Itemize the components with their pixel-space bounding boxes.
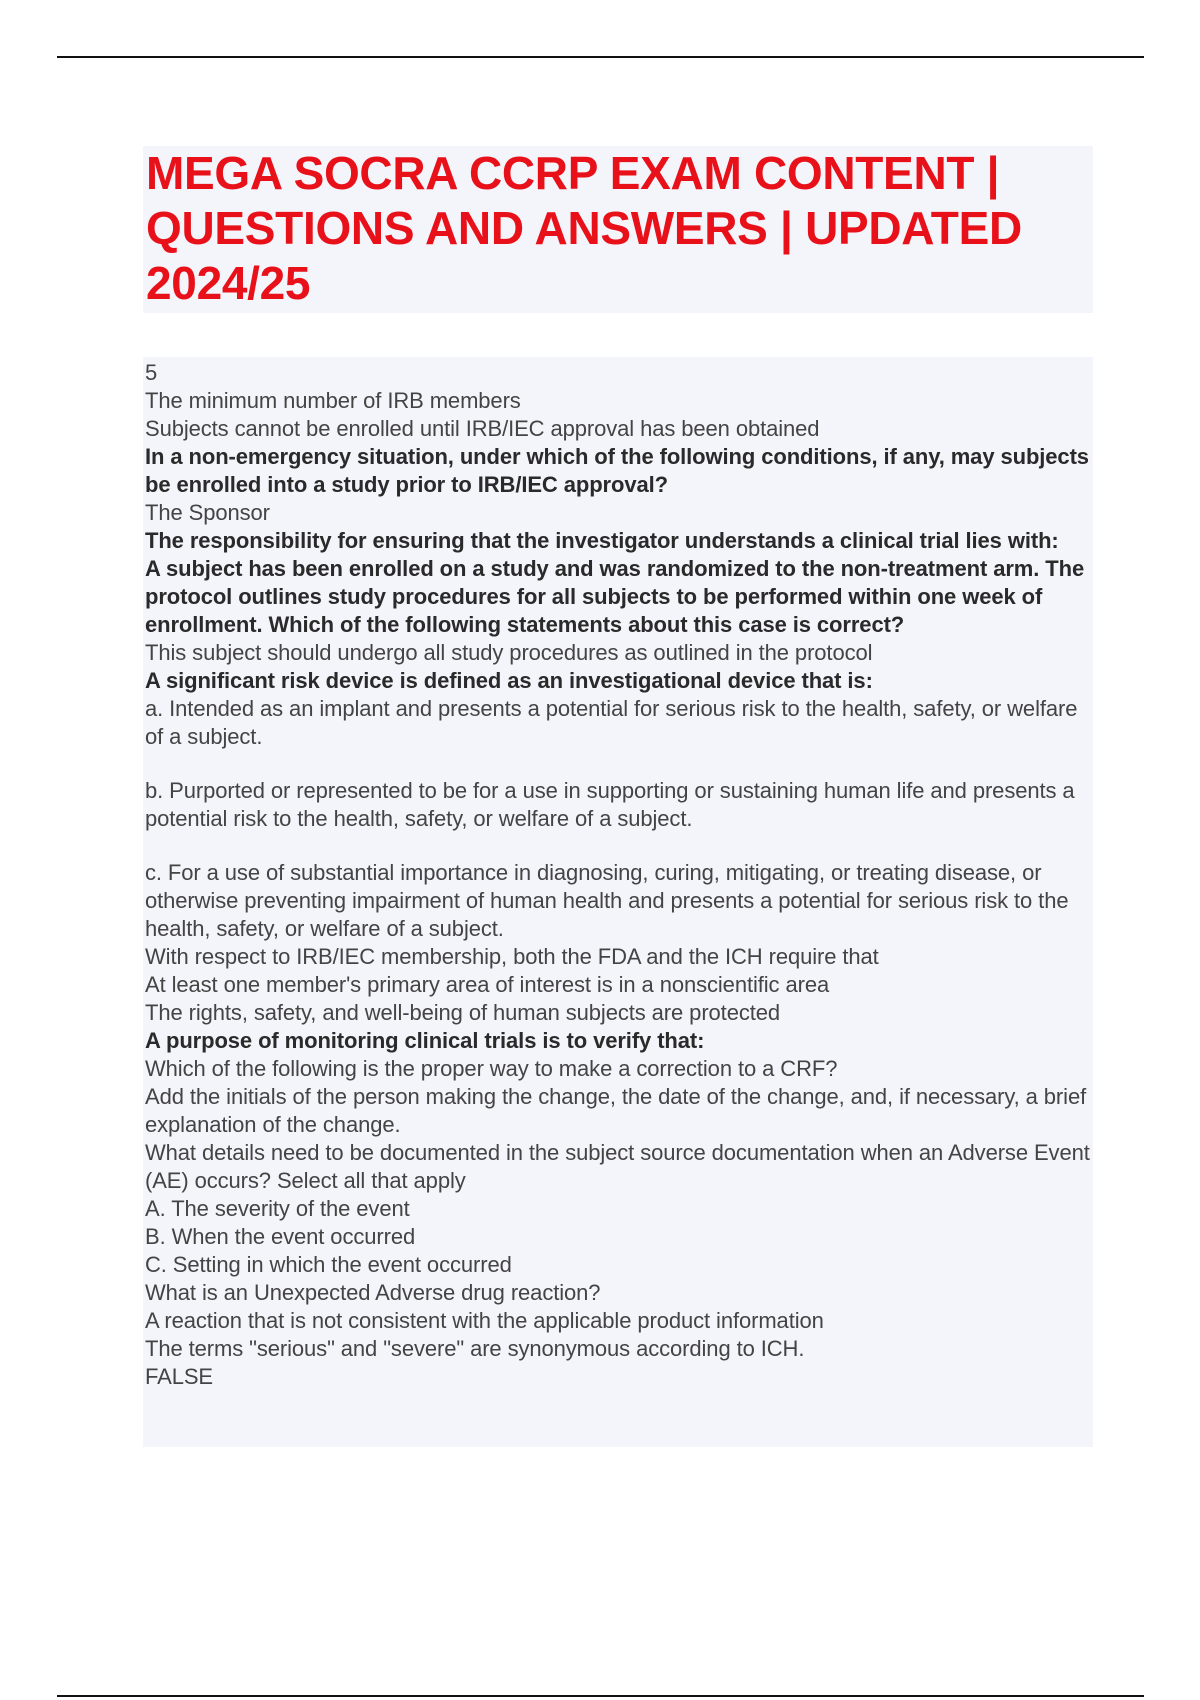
question-line: The terms "serious" and "severe" are synonymous according to ICH. — [145, 1336, 805, 1361]
question-line: Which of the following is the proper way to make a correction to a CRF? — [145, 1056, 838, 1081]
question-line: What details need to be documented in the subject source documentation when an Adverse Event (AE) occurs? Select all that apply — [145, 1140, 1090, 1193]
question-line: A significant risk device is defined as an investigational device that is: — [145, 668, 873, 693]
question-line: The minimum number of IRB members — [145, 388, 521, 413]
question-line: What is an Unexpected Adverse drug reaction? — [145, 1280, 601, 1305]
answer-line: A reaction that is not consistent with the applicable product information — [145, 1308, 824, 1333]
answer-line: The Sponsor — [145, 500, 270, 525]
qa-panel — [143, 357, 1093, 1447]
answer-option-b: b. Purported or represented to be for a use in supporting or sustaining human life and presents a potential risk to the health, safety, or welfare of a subject. — [145, 778, 1075, 831]
answer-option-a: a. Intended as an implant and presents a potential for serious risk to the health, safety, or welfare of a subject. — [145, 696, 1078, 749]
answer-line: This subject should undergo all study procedures as outlined in the protocol — [145, 640, 873, 665]
bottom-rule — [57, 1695, 1144, 1697]
answer-line: Add the initials of the person making the change, the date of the change, and, if necessary, a brief explanation of the change. — [145, 1084, 1087, 1137]
question-line: In a non-emergency situation, under which of the following conditions, if any, may subjects be enrolled into a study prior to IRB/IEC approval? — [145, 444, 1089, 497]
answer-line: FALSE — [145, 1364, 213, 1389]
question-line: A purpose of monitoring clinical trials is to verify that: — [145, 1028, 705, 1053]
answer-line: Subjects cannot be enrolled until IRB/IEC approval has been obtained — [145, 416, 820, 441]
answer-option-c: C. Setting in which the event occurred — [145, 1252, 512, 1277]
question-line: The responsibility for ensuring that the investigator understands a clinical trial lies with: — [145, 528, 1059, 553]
paragraph-gap — [145, 833, 1093, 859]
answer-option-c: c. For a use of substantial importance in diagnosing, curing, mitigating, or treating disease, or otherwise preventing impairment of human health and presents a potential for serious risk to the health, safety, or welfare of a subject. — [145, 860, 1069, 941]
answer-option-b: B. When the event occurred — [145, 1224, 416, 1249]
top-rule — [57, 56, 1144, 58]
answer-option-a: A. The severity of the event — [145, 1196, 410, 1221]
answer-line: At least one member's primary area of interest is in a nonscientific area — [145, 972, 830, 997]
question-line: With respect to IRB/IEC membership, both the FDA and the ICH require that — [145, 944, 879, 969]
title-panel — [143, 146, 1093, 313]
paragraph-gap — [145, 751, 1093, 777]
document-title: MEGA SOCRA CCRP EXAM CONTENT | QUESTIONS AND ANSWERS | UPDATED 2024/25 — [146, 147, 1022, 309]
question-line: A subject has been enrolled on a study and was randomized to the non-treatment arm. The protocol outlines study procedures for all subjects to be performed within one week of enrollment. Which of the following statements about this case is correct? — [145, 556, 1085, 637]
answer-line: 5 — [145, 360, 158, 385]
answer-line: The rights, safety, and well-being of human subjects are protected — [145, 1000, 781, 1025]
